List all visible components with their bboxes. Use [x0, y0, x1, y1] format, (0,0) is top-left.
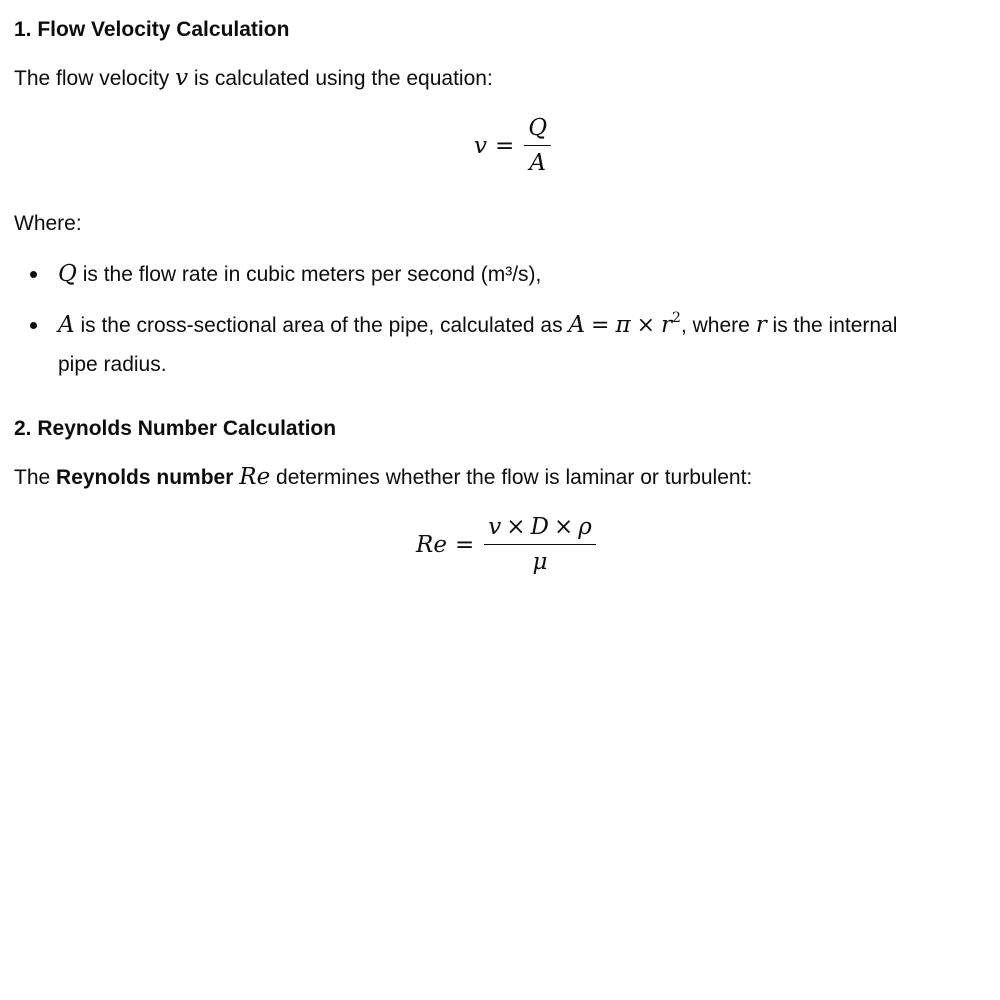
reynolds-fraction: [484, 513, 596, 576]
reynolds-variable: Re: [239, 464, 271, 490]
numerator-times-2: ×: [553, 514, 574, 540]
intro-the: The: [14, 466, 51, 489]
formula-times: ×: [636, 313, 656, 338]
area-variable: A: [58, 312, 75, 338]
numerator-v: v: [488, 514, 502, 540]
formula-exponent: 2: [672, 310, 681, 326]
list-item-text: [58, 260, 541, 289]
formula-pi: π: [615, 312, 631, 338]
section-1-heading: 1. Flow Velocity Calculation: [14, 18, 290, 41]
numerator-D: D: [530, 514, 549, 540]
bullet-dot: [30, 322, 37, 329]
fraction-denominator: μ: [532, 549, 548, 575]
flow-rate-description: is the flow rate in cubic meters per second (m³/s),: [82, 263, 542, 286]
numerator-times-1: ×: [506, 514, 526, 540]
fraction-numerator: Q: [528, 115, 548, 141]
section-2-intro: [14, 463, 752, 492]
reynolds-equation: [416, 513, 596, 576]
where-text: , where: [680, 314, 750, 337]
formula-lhs: A: [568, 312, 586, 338]
where-label: Where:: [14, 212, 82, 235]
flow-rate-variable: Q: [58, 261, 77, 287]
fraction-numerator: [484, 513, 596, 544]
fraction-denominator: A: [529, 150, 547, 176]
formula-r: r: [661, 312, 673, 338]
area-description: is the cross-sectional area of the pipe, calculated as: [80, 314, 563, 337]
intro-text-before: The flow velocity: [14, 67, 170, 90]
equation-equals: =: [495, 132, 515, 159]
equation-lhs: Re: [416, 531, 447, 558]
equation-equals: =: [454, 531, 475, 558]
numerator-rho: ρ: [578, 514, 592, 540]
equation-lhs: v: [474, 132, 487, 159]
list-item-text: [58, 311, 897, 340]
list-item-text-wrap: pipe radius.: [58, 353, 167, 376]
velocity-equation: [474, 114, 551, 177]
intro-text-after: is calculated using the equation:: [193, 67, 493, 90]
velocity-variable: v: [175, 65, 189, 91]
internal-text: is the internal: [772, 314, 898, 337]
section-1-intro: [14, 64, 493, 93]
section-2-heading: 2. Reynolds Number Calculation: [14, 417, 337, 440]
radius-variable: r: [755, 312, 767, 338]
reynolds-number-term: Reynolds number: [56, 466, 234, 489]
formula-equals: =: [591, 313, 610, 338]
bullet-dot: [30, 271, 37, 278]
intro-text-after: determines whether the flow is laminar or turbulent:: [276, 466, 753, 489]
velocity-fraction: [524, 114, 551, 177]
